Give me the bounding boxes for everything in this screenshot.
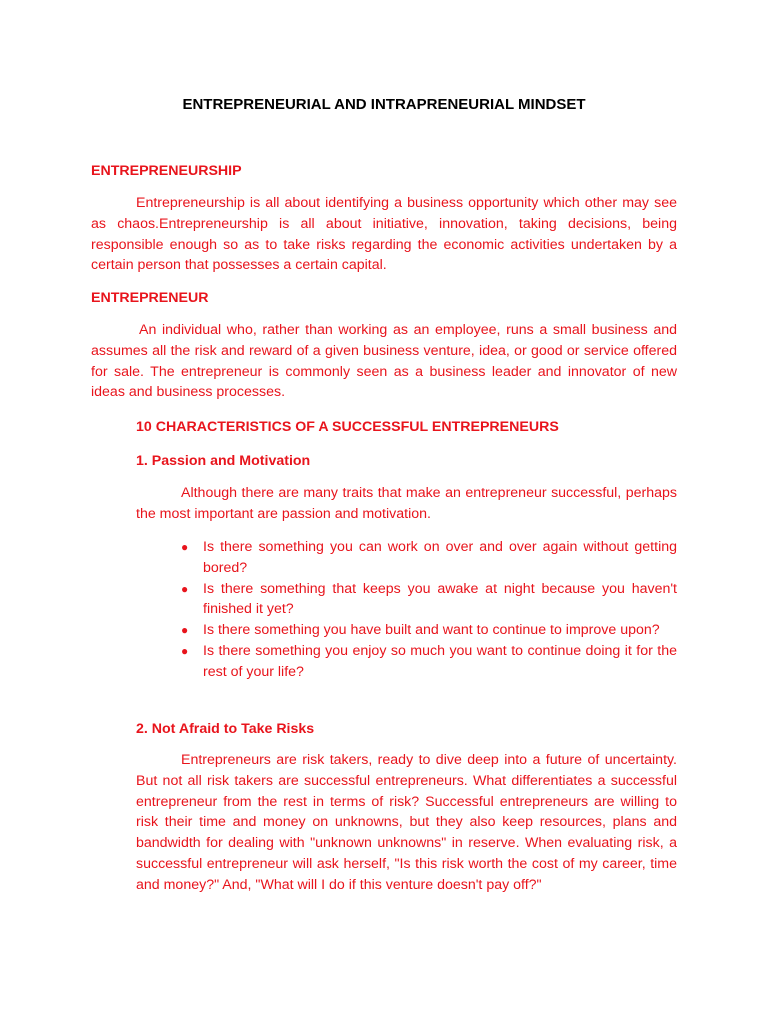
paragraph-entrepreneur: An individual who, rather than working as an employee, runs a small business and assumes all the risk and reward of a given business venture, idea, or good or service offered for sale. The entrepreneur is commonly seen as a business leader and innovator of new ideas and business processes.: [91, 322, 677, 401]
bullet-icon: ●: [181, 643, 189, 658]
heading-entrepreneurship: ENTREPRENEURSHIP: [91, 163, 242, 179]
bullet-icon: ●: [181, 623, 189, 638]
bullet-icon: ●: [181, 581, 189, 596]
heading-passion-motivation: 1. Passion and Motivation: [136, 453, 311, 469]
list-item: [180, 579, 677, 621]
heading-entrepreneur: ENTREPRENEUR: [91, 290, 209, 306]
bullet-list: [180, 537, 677, 683]
list-item: [180, 537, 677, 579]
document-title: ENTREPRENEURIAL AND INTRAPRENEURIAL MINDSET: [182, 96, 586, 113]
paragraph-entrepreneurship: Entrepreneurship is all about identifying a business opportunity which other may see as chaos.Entrepreneurship is all about initiative, innovation, taking decisions, being responsible enough so as to take risks regarding the economic activities undertaken by a certain person that possesses a certain capital.: [91, 195, 677, 274]
bullet-text: Is there something you enjoy so much you want to continue doing it for the rest of your life?: [203, 642, 677, 680]
bullet-text: Is there something you have built and want to continue to improve upon?: [203, 622, 660, 639]
bullet-text: Is there something that keeps you awake at night because you haven't finished it yet?: [203, 580, 677, 618]
list-item: [180, 620, 677, 641]
paragraph-not-afraid-risks: Entrepreneurs are risk takers, ready to dive deep into a future of uncertainty. But not all risk takers are successful entrepreneurs. What differentiates a successful entrepreneur from the rest in terms of risk? Successful entrepreneurs are willing to risk their time and money on unknowns, but they also keep resources, plans and bandwidth for dealing with "unknown unknowns" in reserve. When evaluating risk, a successful entrepreneur will ask herself, "Is this risk worth the cost of my career, time and money?" And, "What will I do if this venture doesn't pay off?": [136, 752, 677, 893]
heading-characteristics: 10 CHARACTERISTICS OF A SUCCESSFUL ENTREPRENEURS: [136, 419, 559, 435]
list-item: [180, 641, 677, 683]
paragraph-passion-motivation: Although there are many traits that make an entrepreneur successful, perhaps the most important are passion and motivation.: [136, 485, 677, 522]
bullet-icon: ●: [181, 540, 189, 554]
heading-not-afraid-risks: 2. Not Afraid to Take Risks: [136, 721, 315, 737]
bullet-text: Is there something you can work on over and over again without getting bored?: [203, 539, 677, 576]
